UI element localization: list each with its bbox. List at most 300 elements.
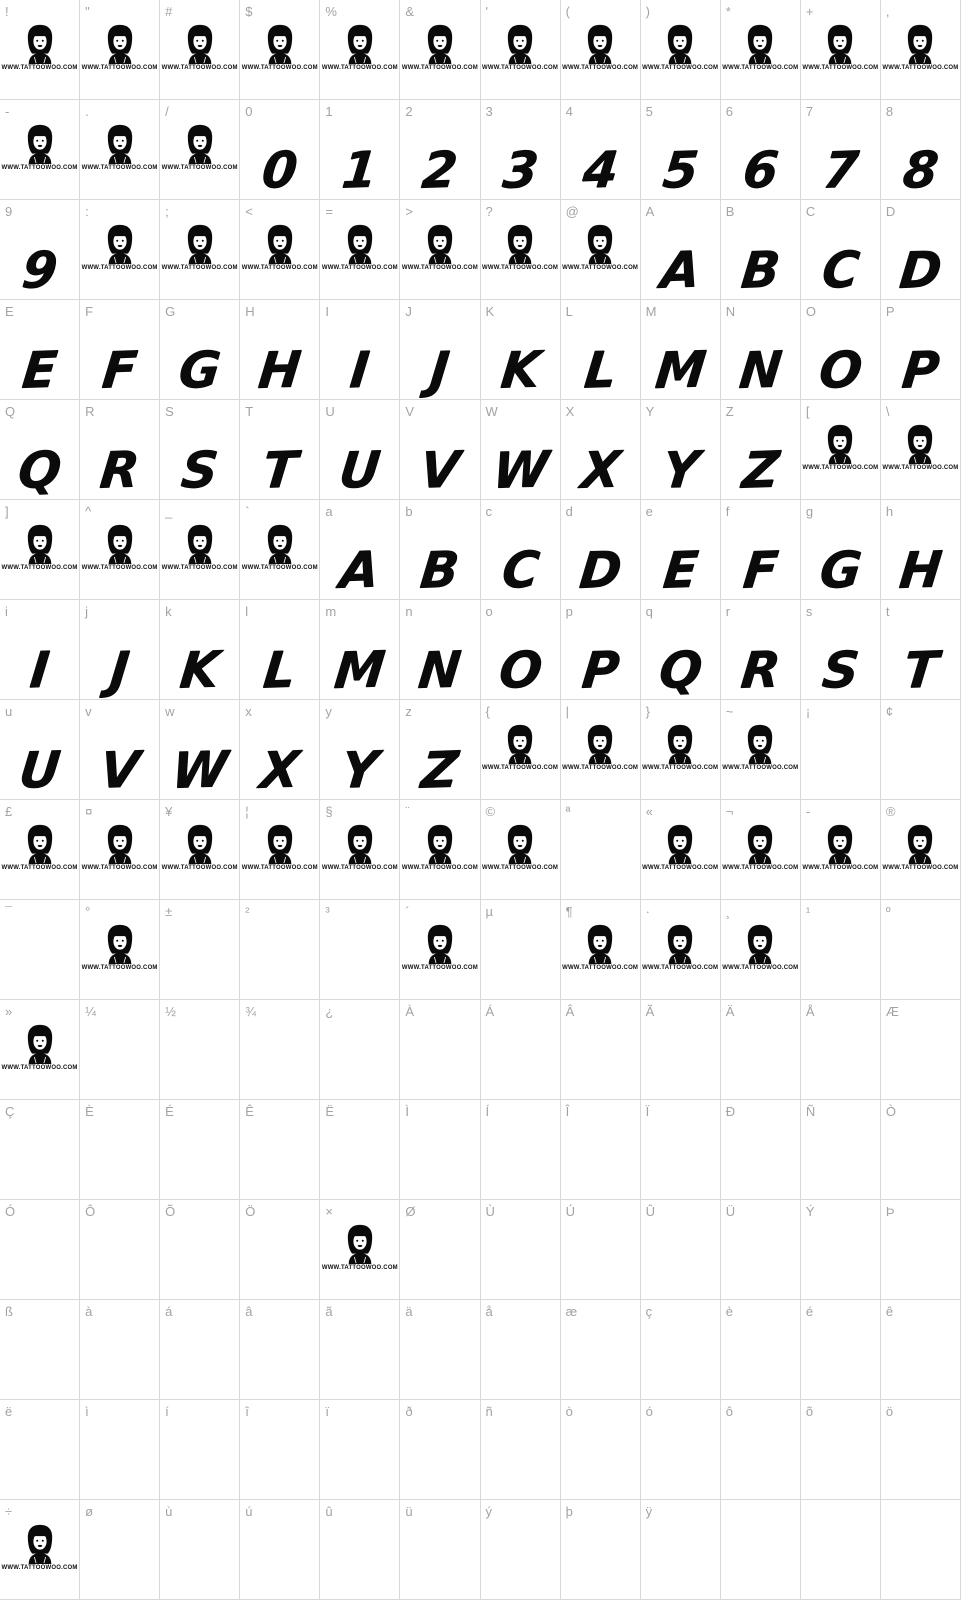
cell-character-label: G bbox=[165, 304, 176, 319]
cell-character-label: à bbox=[85, 1304, 93, 1319]
tattoowoo-face-icon bbox=[665, 24, 695, 64]
cell-character-label: ÷ bbox=[5, 1504, 13, 1519]
charmap-cell bbox=[881, 1200, 961, 1300]
tattoowoo-logo bbox=[0, 1524, 79, 1571]
tattoowoo-face-icon bbox=[185, 124, 215, 164]
charmap-cell bbox=[320, 1000, 400, 1100]
tattoowoo-face-icon bbox=[185, 224, 215, 264]
charmap-cell bbox=[400, 100, 480, 200]
cell-character-label: - bbox=[5, 104, 10, 119]
charmap-cell bbox=[320, 900, 400, 1000]
charmap-cell bbox=[400, 1300, 480, 1400]
charmap-cell bbox=[881, 1100, 961, 1200]
charmap-cell bbox=[721, 200, 801, 300]
tattoowoo-url-text: WWW.TATTOOWOO.COM bbox=[642, 965, 719, 971]
charmap-cell bbox=[80, 100, 160, 200]
cell-character-label: : bbox=[85, 204, 89, 219]
cell-character-label: ; bbox=[165, 204, 169, 219]
charmap-cell bbox=[561, 1200, 641, 1300]
tattoowoo-logo bbox=[320, 24, 399, 71]
charmap-cell bbox=[641, 500, 721, 600]
cell-character-label: á bbox=[165, 1304, 173, 1319]
tattoowoo-url-text: WWW.TATTOOWOO.COM bbox=[722, 965, 799, 971]
charmap-cell bbox=[240, 300, 320, 400]
glyph-preview: T bbox=[900, 640, 941, 700]
cell-character-label: Õ bbox=[165, 1204, 176, 1219]
charmap-cell bbox=[0, 800, 80, 900]
charmap-cell bbox=[721, 500, 801, 600]
tattoowoo-url-text: WWW.TATTOOWOO.COM bbox=[882, 865, 959, 871]
cell-character-label: ¥ bbox=[165, 804, 173, 819]
cell-character-label: Ü bbox=[725, 1204, 736, 1219]
cell-character-label: Â bbox=[565, 1004, 575, 1019]
tattoowoo-logo bbox=[801, 24, 880, 71]
tattoowoo-url-text: WWW.TATTOOWOO.COM bbox=[1, 865, 78, 871]
tattoowoo-url-text: WWW.TATTOOWOO.COM bbox=[482, 65, 559, 71]
glyph-preview: G bbox=[816, 540, 865, 600]
charmap-cell bbox=[0, 1300, 80, 1400]
cell-character-label: Ý bbox=[805, 1204, 815, 1219]
charmap-cell bbox=[320, 600, 400, 700]
glyph-preview: N bbox=[736, 340, 785, 400]
cell-character-label: ß bbox=[5, 1304, 13, 1319]
charmap-cell bbox=[160, 0, 240, 100]
cell-character-label: Á bbox=[485, 1004, 495, 1019]
cell-character-label: F bbox=[85, 304, 94, 319]
charmap-cell bbox=[641, 700, 721, 800]
charmap-cell bbox=[400, 300, 480, 400]
cell-character-label: ¯ bbox=[5, 904, 13, 919]
tattoowoo-face-icon bbox=[585, 724, 615, 764]
cell-character-label: = bbox=[325, 204, 333, 219]
cell-character-label: w bbox=[165, 704, 175, 719]
tattoowoo-url-text: WWW.TATTOOWOO.COM bbox=[1, 165, 78, 171]
tattoowoo-face-icon bbox=[25, 1024, 55, 1064]
cell-character-label: @ bbox=[565, 204, 579, 219]
charmap-cell bbox=[641, 400, 721, 500]
cell-character-label: I bbox=[325, 304, 329, 319]
charmap-cell bbox=[160, 600, 240, 700]
cell-character-label: j bbox=[85, 604, 88, 619]
tattoowoo-face-icon bbox=[825, 424, 855, 464]
cell-character-label: » bbox=[5, 1004, 13, 1019]
cell-character-label: Q bbox=[5, 404, 16, 419]
glyph-preview: D bbox=[896, 240, 945, 300]
charmap-cell bbox=[881, 900, 961, 1000]
charmap-cell bbox=[80, 400, 160, 500]
charmap-cell bbox=[240, 700, 320, 800]
charmap-cell bbox=[400, 900, 480, 1000]
cell-character-label: $ bbox=[245, 4, 253, 19]
glyph-preview: K bbox=[497, 340, 543, 400]
charmap-cell bbox=[160, 1200, 240, 1300]
charmap-cell bbox=[561, 500, 641, 600]
cell-character-label: " bbox=[85, 4, 90, 19]
charmap-cell bbox=[160, 400, 240, 500]
charmap-cell bbox=[561, 300, 641, 400]
cell-character-label: > bbox=[405, 204, 413, 219]
tattoowoo-url-text: WWW.TATTOOWOO.COM bbox=[482, 765, 559, 771]
cell-character-label: ³ bbox=[325, 904, 330, 919]
tattoowoo-url-text: WWW.TATTOOWOO.COM bbox=[161, 265, 238, 271]
charmap-cell bbox=[240, 400, 320, 500]
cell-character-label: o bbox=[485, 604, 493, 619]
charmap-cell bbox=[721, 600, 801, 700]
tattoowoo-url-text: WWW.TATTOOWOO.COM bbox=[562, 765, 639, 771]
charmap-cell bbox=[240, 1100, 320, 1200]
cell-character-label: ¨ bbox=[405, 804, 410, 819]
charmap-cell bbox=[0, 700, 80, 800]
glyph-preview: Z bbox=[739, 440, 782, 500]
charmap-cell bbox=[881, 100, 961, 200]
charmap-cell bbox=[80, 1500, 160, 1600]
cell-character-label: ç bbox=[645, 1304, 653, 1319]
tattoowoo-logo bbox=[400, 924, 479, 971]
charmap-cell bbox=[561, 900, 641, 1000]
cell-character-label: ú bbox=[245, 1504, 253, 1519]
charmap-cell bbox=[240, 900, 320, 1000]
charmap-cell bbox=[400, 0, 480, 100]
charmap-cell bbox=[160, 1400, 240, 1500]
cell-character-label: Î bbox=[565, 1104, 570, 1119]
cell-character-label: Þ bbox=[885, 1204, 895, 1219]
glyph-preview: Y bbox=[658, 440, 702, 500]
charmap-cell bbox=[881, 1400, 961, 1500]
charmap-cell bbox=[320, 500, 400, 600]
charmap-cell bbox=[561, 1300, 641, 1400]
charmap-cell bbox=[400, 600, 480, 700]
cell-character-label: W bbox=[485, 404, 498, 419]
charmap-cell bbox=[801, 400, 881, 500]
glyph-preview: X bbox=[577, 440, 623, 500]
charmap-cell bbox=[801, 900, 881, 1000]
cell-character-label: ¦ bbox=[245, 804, 249, 819]
cell-character-label: ½ bbox=[165, 1004, 176, 1019]
tattoowoo-logo bbox=[481, 824, 560, 871]
glyph-preview: H bbox=[896, 540, 945, 600]
charmap-cell bbox=[160, 700, 240, 800]
charmap-cell bbox=[721, 0, 801, 100]
cell-character-label: M bbox=[645, 304, 657, 319]
glyph-preview: 2 bbox=[419, 140, 461, 200]
cell-character-label: ¿ bbox=[325, 1004, 334, 1019]
cell-character-label: ô bbox=[725, 1404, 733, 1419]
tattoowoo-logo bbox=[721, 824, 800, 871]
tattoowoo-logo bbox=[641, 724, 720, 771]
cell-character-label: C bbox=[805, 204, 816, 219]
glyph-preview: J bbox=[427, 340, 453, 400]
glyph-preview: F bbox=[99, 340, 140, 400]
cell-character-label: L bbox=[565, 304, 573, 319]
charmap-cell bbox=[160, 1500, 240, 1600]
charmap-cell bbox=[481, 1500, 561, 1600]
glyph-preview: 9 bbox=[19, 240, 61, 300]
tattoowoo-logo bbox=[80, 24, 159, 71]
cell-character-label: Ö bbox=[245, 1204, 256, 1219]
cell-character-label: ] bbox=[5, 504, 9, 519]
charmap-cell bbox=[320, 1400, 400, 1500]
cell-character-label: î bbox=[245, 1404, 249, 1419]
charmap-cell bbox=[400, 1000, 480, 1100]
tattoowoo-logo bbox=[561, 924, 640, 971]
charmap-cell bbox=[641, 100, 721, 200]
tattoowoo-face-icon bbox=[905, 824, 935, 864]
cell-character-label: r bbox=[725, 604, 731, 619]
cell-character-label: % bbox=[325, 4, 337, 19]
glyph-preview: O bbox=[495, 640, 545, 700]
cell-character-label: s bbox=[805, 604, 813, 619]
tattoowoo-url-text: WWW.TATTOOWOO.COM bbox=[321, 865, 398, 871]
charmap-cell bbox=[80, 1000, 160, 1100]
charmap-cell bbox=[641, 1200, 721, 1300]
charmap-cell bbox=[481, 100, 561, 200]
tattoowoo-url-text: WWW.TATTOOWOO.COM bbox=[241, 865, 318, 871]
charmap-cell bbox=[721, 1300, 801, 1400]
charmap-cell bbox=[641, 900, 721, 1000]
tattoowoo-url-text: WWW.TATTOOWOO.COM bbox=[722, 865, 799, 871]
tattoowoo-logo bbox=[641, 24, 720, 71]
tattoowoo-url-text: WWW.TATTOOWOO.COM bbox=[321, 1265, 398, 1271]
charmap-cell bbox=[80, 900, 160, 1000]
charmap-cell bbox=[0, 400, 80, 500]
tattoowoo-url-text: WWW.TATTOOWOO.COM bbox=[241, 65, 318, 71]
cell-character-label: b bbox=[405, 504, 413, 519]
cell-character-label: 1 bbox=[325, 104, 333, 119]
charmap-cell bbox=[481, 800, 561, 900]
charmap-cell bbox=[881, 500, 961, 600]
cell-character-label: 6 bbox=[725, 104, 733, 119]
charmap-cell bbox=[881, 1300, 961, 1400]
tattoowoo-face-icon bbox=[345, 1224, 375, 1264]
glyph-preview: R bbox=[737, 640, 783, 700]
glyph-preview: 8 bbox=[899, 140, 941, 200]
charmap-cell bbox=[721, 700, 801, 800]
tattoowoo-logo bbox=[240, 224, 319, 271]
tattoowoo-face-icon bbox=[425, 224, 455, 264]
cell-character-label: H bbox=[245, 304, 255, 319]
glyph-preview: A bbox=[337, 540, 383, 600]
charmap-cell bbox=[881, 400, 961, 500]
glyph-preview: T bbox=[259, 440, 300, 500]
charmap-cell bbox=[160, 500, 240, 600]
cell-character-label: x bbox=[245, 704, 252, 719]
charmap-cell bbox=[801, 1100, 881, 1200]
tattoowoo-face-icon bbox=[425, 824, 455, 864]
charmap-cell bbox=[561, 0, 641, 100]
cell-character-label: 4 bbox=[565, 104, 573, 119]
tattoowoo-face-icon bbox=[345, 824, 375, 864]
charmap-cell bbox=[801, 0, 881, 100]
tattoowoo-face-icon bbox=[505, 724, 535, 764]
cell-character-label: Ñ bbox=[805, 1104, 816, 1119]
cell-character-label: # bbox=[165, 4, 173, 19]
tattoowoo-face-icon bbox=[265, 24, 295, 64]
cell-character-label: t bbox=[885, 604, 890, 619]
tattoowoo-url-text: WWW.TATTOOWOO.COM bbox=[81, 865, 158, 871]
glyph-preview: E bbox=[659, 540, 701, 600]
charmap-cell bbox=[0, 600, 80, 700]
tattoowoo-url-text: WWW.TATTOOWOO.COM bbox=[161, 165, 238, 171]
tattoowoo-url-text: WWW.TATTOOWOO.COM bbox=[81, 965, 158, 971]
tattoowoo-url-text: WWW.TATTOOWOO.COM bbox=[81, 565, 158, 571]
tattoowoo-logo bbox=[80, 524, 159, 571]
cell-character-label: m bbox=[325, 604, 337, 619]
cell-character-label: 8 bbox=[885, 104, 894, 119]
tattoowoo-url-text: WWW.TATTOOWOO.COM bbox=[1, 65, 78, 71]
cell-character-label: ö bbox=[885, 1404, 894, 1419]
cell-character-label: ø bbox=[85, 1504, 94, 1519]
charmap-cell bbox=[801, 800, 881, 900]
charmap-cell bbox=[80, 1100, 160, 1200]
charmap-cell bbox=[561, 1100, 641, 1200]
charmap-cell bbox=[721, 1200, 801, 1300]
cell-character-label: £ bbox=[5, 804, 13, 819]
charmap-cell bbox=[721, 400, 801, 500]
tattoowoo-logo bbox=[0, 124, 79, 171]
tattoowoo-face-icon bbox=[745, 924, 775, 964]
charmap-cell bbox=[240, 1500, 320, 1600]
tattoowoo-face-icon bbox=[25, 124, 55, 164]
tattoowoo-logo bbox=[721, 924, 800, 971]
cell-character-label: Ê bbox=[245, 1104, 254, 1119]
tattoowoo-url-text: WWW.TATTOOWOO.COM bbox=[1, 565, 78, 571]
tattoowoo-face-icon bbox=[25, 1524, 55, 1564]
charmap-cell bbox=[721, 1000, 801, 1100]
tattoowoo-logo bbox=[160, 824, 239, 871]
glyph-preview: W bbox=[489, 440, 551, 500]
tattoowoo-logo bbox=[881, 824, 960, 871]
tattoowoo-face-icon bbox=[25, 824, 55, 864]
cell-character-label: < bbox=[245, 204, 253, 219]
tattoowoo-face-icon bbox=[585, 24, 615, 64]
tattoowoo-face-icon bbox=[265, 524, 295, 564]
glyph-preview: F bbox=[740, 540, 781, 600]
cell-character-label: Ã bbox=[645, 1004, 655, 1019]
tattoowoo-face-icon bbox=[25, 524, 55, 564]
glyph-preview: B bbox=[417, 540, 463, 600]
tattoowoo-url-text: WWW.TATTOOWOO.COM bbox=[401, 65, 478, 71]
charmap-cell bbox=[481, 400, 561, 500]
tattoowoo-face-icon bbox=[825, 24, 855, 64]
charmap-cell bbox=[881, 800, 961, 900]
tattoowoo-url-text: WWW.TATTOOWOO.COM bbox=[241, 265, 318, 271]
charmap-cell bbox=[801, 600, 881, 700]
tattoowoo-logo bbox=[641, 824, 720, 871]
charmap-cell bbox=[561, 1000, 641, 1100]
cell-character-label: ® bbox=[885, 804, 896, 819]
cell-character-label: Æ bbox=[885, 1004, 899, 1019]
cell-character-label: V bbox=[405, 404, 415, 419]
tattoowoo-logo bbox=[400, 224, 479, 271]
charmap-cell bbox=[0, 1200, 80, 1300]
tattoowoo-logo bbox=[721, 724, 800, 771]
charmap-cell bbox=[160, 1000, 240, 1100]
charmap-cell bbox=[0, 1500, 80, 1600]
charmap-cell bbox=[80, 1300, 160, 1400]
glyph-preview: S bbox=[178, 440, 221, 500]
charmap-cell bbox=[400, 1400, 480, 1500]
charmap-cell bbox=[400, 800, 480, 900]
tattoowoo-url-text: WWW.TATTOOWOO.COM bbox=[562, 965, 639, 971]
charmap-cell bbox=[160, 900, 240, 1000]
charmap-cell bbox=[561, 700, 641, 800]
tattoowoo-url-text: WWW.TATTOOWOO.COM bbox=[161, 565, 238, 571]
charmap-cell bbox=[881, 0, 961, 100]
tattoowoo-face-icon bbox=[265, 824, 295, 864]
charmap-cell bbox=[320, 400, 400, 500]
charmap-cell bbox=[320, 700, 400, 800]
tattoowoo-face-icon bbox=[425, 924, 455, 964]
tattoowoo-url-text: WWW.TATTOOWOO.COM bbox=[401, 865, 478, 871]
glyph-preview: C bbox=[818, 240, 862, 300]
charmap-cell bbox=[561, 600, 641, 700]
tattoowoo-url-text: WWW.TATTOOWOO.COM bbox=[562, 65, 639, 71]
cell-character-label: ¤ bbox=[85, 804, 93, 819]
charmap-cell bbox=[240, 500, 320, 600]
cell-character-label: O bbox=[805, 304, 816, 319]
charmap-cell bbox=[0, 1000, 80, 1100]
cell-character-label: k bbox=[165, 604, 172, 619]
glyph-preview: 7 bbox=[819, 140, 861, 200]
tattoowoo-url-text: WWW.TATTOOWOO.COM bbox=[241, 565, 318, 571]
glyph-preview: A bbox=[657, 240, 703, 300]
tattoowoo-logo bbox=[160, 124, 239, 171]
tattoowoo-logo bbox=[160, 524, 239, 571]
charmap-cell bbox=[0, 100, 80, 200]
charmap-cell bbox=[641, 200, 721, 300]
glyph-preview: U bbox=[336, 440, 384, 500]
tattoowoo-logo bbox=[240, 824, 319, 871]
cell-character-label: é bbox=[805, 1304, 814, 1319]
charmap-cell bbox=[160, 300, 240, 400]
cell-character-label: K bbox=[485, 304, 495, 319]
cell-character-label: Ù bbox=[485, 1204, 495, 1219]
tattoowoo-url-text: WWW.TATTOOWOO.COM bbox=[802, 465, 879, 471]
tattoowoo-face-icon bbox=[25, 24, 55, 64]
tattoowoo-logo bbox=[481, 24, 560, 71]
cell-character-label: ý bbox=[485, 1504, 492, 1519]
cell-character-label: ä bbox=[405, 1304, 413, 1319]
tattoowoo-url-text: WWW.TATTOOWOO.COM bbox=[81, 265, 158, 271]
cell-character-label: æ bbox=[565, 1304, 578, 1319]
tattoowoo-url-text: WWW.TATTOOWOO.COM bbox=[81, 165, 158, 171]
cell-character-label: { bbox=[485, 704, 490, 719]
cell-character-label: _ bbox=[165, 504, 173, 519]
charmap-cell bbox=[881, 300, 961, 400]
cell-character-label: y bbox=[325, 704, 332, 719]
glyph-preview: S bbox=[819, 640, 862, 700]
charmap-cell bbox=[881, 700, 961, 800]
cell-character-label: Ð bbox=[725, 1104, 736, 1119]
cell-character-label: X bbox=[565, 404, 575, 419]
glyph-preview: K bbox=[177, 640, 223, 700]
cell-character-label: \ bbox=[885, 404, 890, 419]
charmap-cell bbox=[320, 800, 400, 900]
cell-character-label: J bbox=[405, 304, 412, 319]
charmap-cell bbox=[160, 100, 240, 200]
cell-character-label: Ô bbox=[85, 1204, 96, 1219]
cell-character-label: × bbox=[325, 1204, 333, 1219]
charmap-cell bbox=[240, 100, 320, 200]
tattoowoo-face-icon bbox=[105, 124, 135, 164]
glyph-preview: P bbox=[898, 340, 942, 400]
glyph-preview: 5 bbox=[659, 140, 701, 200]
tattoowoo-logo bbox=[0, 1024, 79, 1071]
charmap-cell bbox=[240, 600, 320, 700]
cell-character-label: ± bbox=[165, 904, 173, 919]
glyph-preview: V bbox=[97, 740, 143, 800]
charmap-cell bbox=[0, 200, 80, 300]
